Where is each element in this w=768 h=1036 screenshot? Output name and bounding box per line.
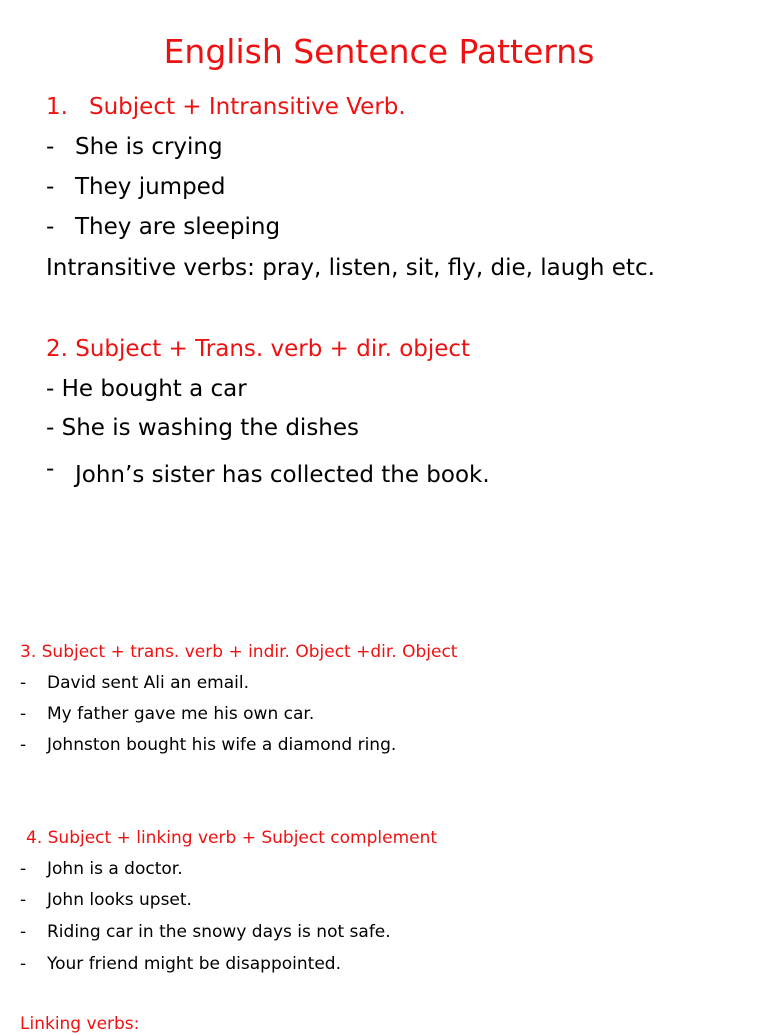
list-item: - John’s sister has collected the book.: [46, 459, 490, 491]
example-text: Riding car in the snowy days is not safe.: [47, 922, 391, 942]
list-item: - David sent Ali an email.: [20, 673, 250, 693]
list-item: - John looks upset.: [20, 890, 192, 910]
section1-heading: [46, 91, 406, 123]
list-item: - They jumped: [46, 171, 225, 203]
list-item: - She is crying: [46, 131, 223, 163]
list-item: - She is washing the dishes: [46, 415, 360, 441]
example-text: John is a doctor.: [47, 859, 183, 879]
intransitive-verbs-note: Intransitive verbs: pray, listen, sit, fly, die, laugh etc.: [46, 255, 655, 281]
list-item: - Riding car in the snowy days is not safe.: [20, 922, 391, 942]
example-text: John’s sister has collected the book.: [75, 462, 490, 488]
page-title: English Sentence Patterns: [163, 32, 595, 71]
list-item: - My father gave me his own car.: [20, 704, 315, 724]
example-text: They jumped: [75, 174, 226, 200]
section5-heading: Linking verbs:: [20, 1014, 140, 1034]
example-text: My father gave me his own car.: [47, 704, 315, 724]
section1-heading-text: Subject + Intransitive Verb.: [89, 94, 406, 120]
example-text: Your friend might be disappointed.: [47, 954, 341, 974]
section3-heading: 3. Subject + trans. verb + indir. Object +dir. Object: [20, 642, 458, 662]
example-text: Johnston bought his wife a diamond ring.: [47, 735, 397, 755]
section4-heading: 4. Subject + linking verb + Subject complement: [26, 828, 438, 848]
list-item: - Johnston bought his wife a diamond ring.: [20, 735, 397, 755]
example-text: David sent Ali an email.: [47, 673, 250, 693]
section1-number: 1.: [46, 94, 68, 120]
list-item: - John is a doctor.: [20, 859, 183, 879]
example-text: She is crying: [75, 134, 223, 160]
list-item: - Your friend might be disappointed.: [20, 954, 341, 974]
list-item: - He bought a car: [46, 376, 247, 402]
example-text: John looks upset.: [47, 890, 192, 910]
section2-heading: 2. Subject + Trans. verb + dir. object: [46, 336, 471, 362]
list-item: - They are sleeping: [46, 211, 280, 243]
example-text: They are sleeping: [75, 214, 281, 240]
